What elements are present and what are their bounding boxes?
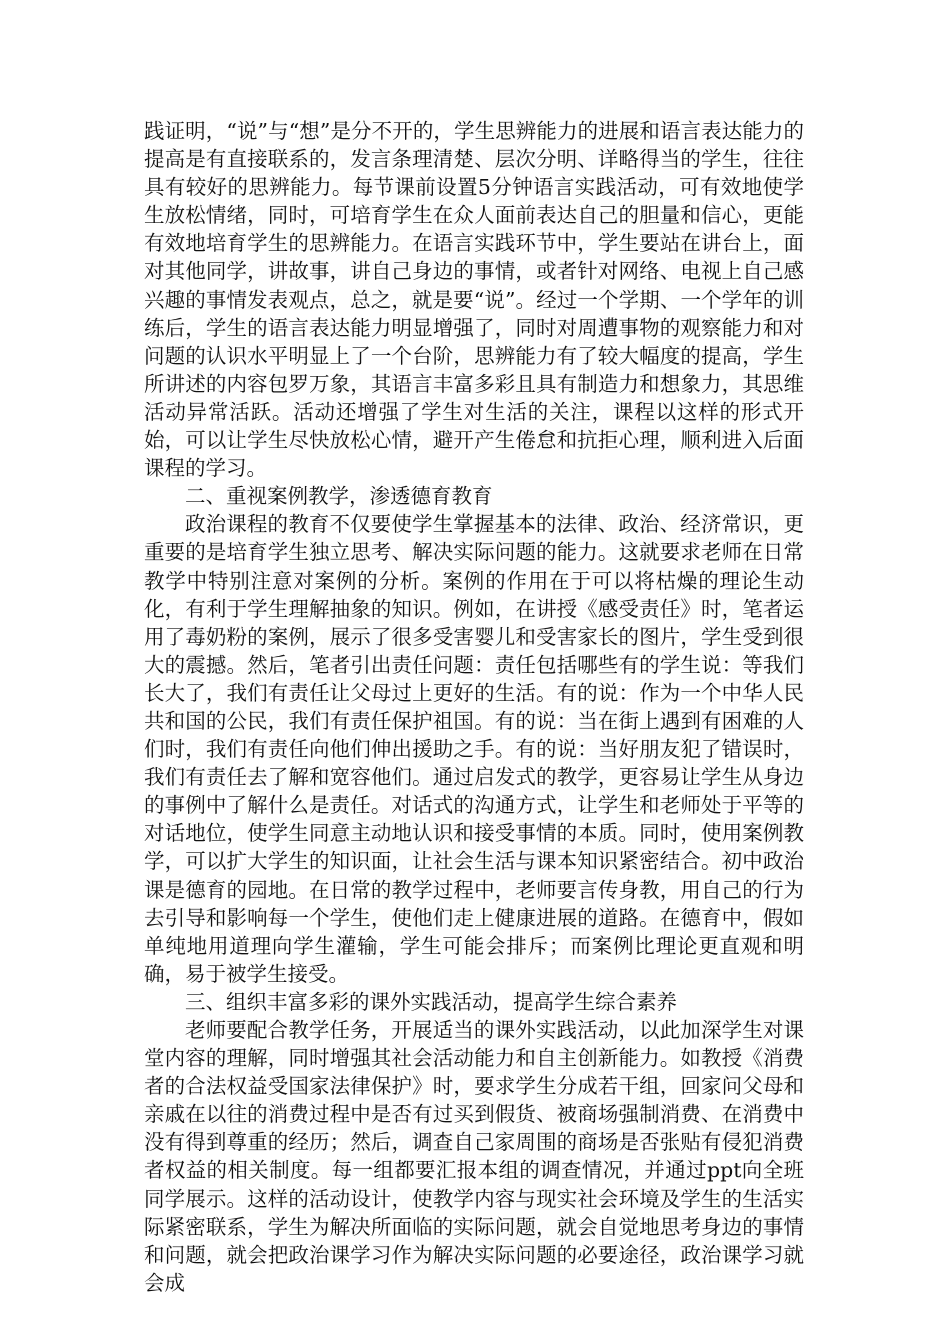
paragraph-continuation: 践证明，“说”与“想”是分不开的，学生思辨能力的进展和语言表达能力的提高是有直接联系的，发言条理清楚、层次分明、详略得当的学生，往往具有较好的思辨能力。每节课前设置5分钟语言实践活动，可有效地使学生放松情绪，同时，可培育学生在众人面前表达自己的胆量和信心，更能有效地培育学生的思辨能力。在语言实践环节中，学生要站在讲台上，面对其他同学，讲故事，讲自己身边的事情，或者针对网络、电视上自己感兴趣的事情发表观点，总之，就是要“说”。经过一个学期、一个学年的训练后，学生的语言表达能力明显增强了，同时对周遭事物的观察能力和对问题的认识水平明显上了一个台阶，思辨能力有了较大幅度的提高，学生所讲述的内容包罗万象，其语言丰富多彩且具有制造力和想象力，其思维活动异常活跃。活动还增强了学生对生活的关注，课程以这样的形式开始，可以让学生尽快放松心情，避开产生倦怠和抗拒心理，顺利进入后面课程的学习。 [144,119,804,481]
section-heading-3: 三、组织丰富多彩的课外实践活动，提高学生综合素养 [185,989,677,1014]
document-body [144,117,804,1297]
section-heading-2: 二、重视案例教学，渗透德育教育 [185,484,493,509]
paragraph-case-teaching: 政治课程的教育不仅要使学生掌握基本的法律、政治、经济常识，更重要的是培育学生独立思考、解决实际问题的能力。这就要求老师在日常教学中特别注意对案例的分析。案例的作用在于可以将枯燥的理论生动化，有利于学生理解抽象的知识。例如，在讲授《感受责任》时，笔者运用了毒奶粉的案例，展示了很多受害婴儿和受害家长的图片，学生受到很大的震撼。然后，笔者引出责任问题：责任包括哪些有的学生说：等我们长大了，我们有责任让父母过上更好的生活。有的说：作为一个中华人民共和国的公民，我们有责任保护祖国。有的说：当在街上遇到有困难的人们时，我们有责任向他们伸出援助之手。有的说：当好朋友犯了错误时，我们有责任去了解和宽容他们。通过启发式的教学，更容易让学生从身边的事例中了解什么是责任。对话式的沟通方式，让学生和老师处于平等的对话地位，使学生同意主动地认识和接受事情的本质。同时，使用案例教学，可以扩大学生的知识面，让社会生活与课本知识紧密结合。初中政治课是德育的园地。在日常的教学过程中，老师要言传身教，用自己的行为去引导和影响每一个学生，使他们走上健康进展的道路。在德育中，假如单纯地用道理向学生灌输，学生可能会排斥；而案例比理论更直观和明确，易于被学生接受。 [144,512,804,986]
paragraph-practice-activities: 老师要配合教学任务，开展适当的课外实践活动，以此加深学生对课堂内容的理解，同时增强其社会活动能力和自主创新能力。如教授《消费者的合法权益受国家法律保护》时，要求学生分成若干组，回家问父母和亲戚在以往的消费过程中是否有过买到假货、被商场强制消费、在消费中没有得到尊重的经历；然后，调查自己家周围的商场是否张贴有侵犯消费者权益的相关制度。每一组都要汇报本组的调查情况，并通过ppt向全班同学展示。这样的活动设计，使教学内容与现实社会环境及学生的生活实际紧密联系，学生为解决所面临的实际问题，就会自觉地思考身边的事情和问题，就会把政治课学习作为解决实际问题的必要途径，政治课学习就会成 [144,1018,804,1295]
